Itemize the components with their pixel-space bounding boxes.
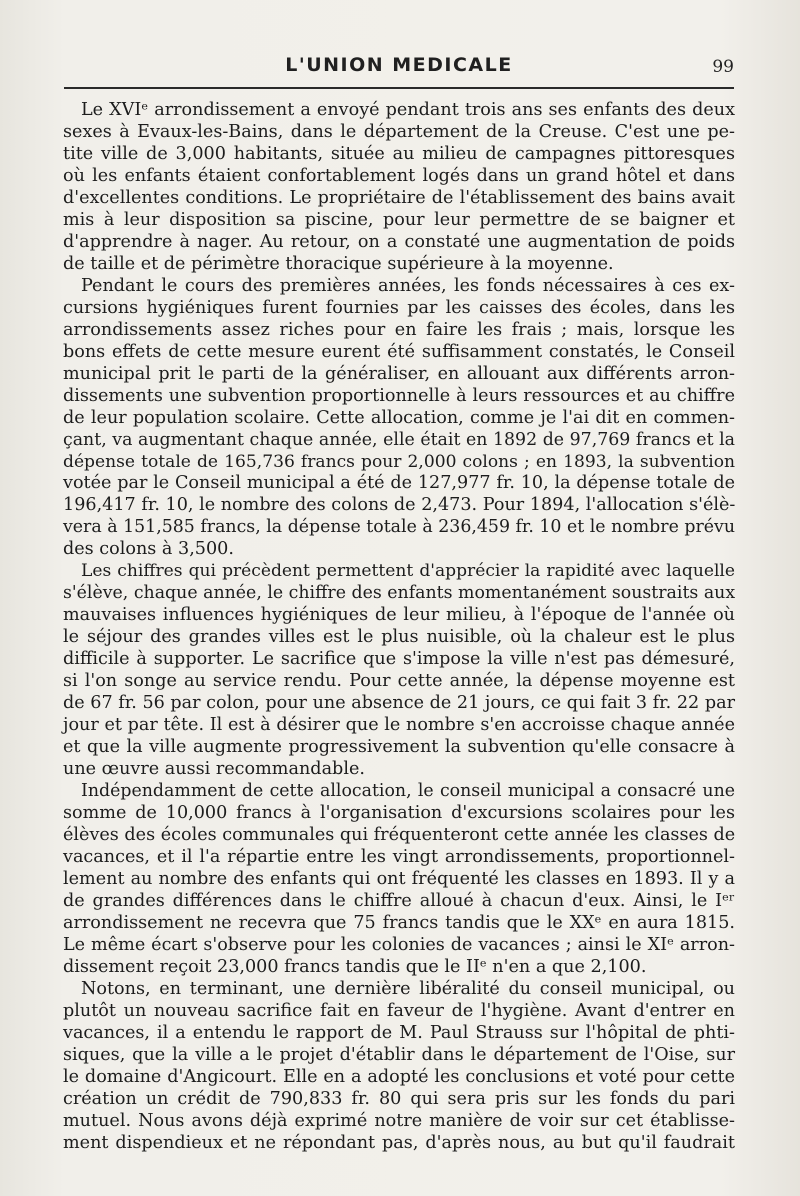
- text-line: municipal prit le parti de la généraliser, en allouant aux différents arron-: [63, 363, 735, 384]
- text-line: de grandes différences dans le chiffre alloué à chacun d'eux. Ainsi, le Iᵉʳ: [63, 890, 735, 911]
- text-line: sexes à Evaux-les-Bains, dans le département de la Creuse. C'est une pe-: [63, 121, 735, 142]
- text-line: Les chiffres qui précèdent permettent d'apprécier la rapidité avec laquelle: [81, 561, 735, 582]
- text-line: de taille et de périmètre thoracique supérieure à la moyenne.: [63, 253, 614, 274]
- text-line: le séjour des grandes villes est le plus nuisible, où la chaleur est le plus: [63, 627, 735, 648]
- text-line: d'excellentes conditions. Le propriétaire de l'établissement des bains avait: [63, 187, 735, 208]
- paragraph-4: [63, 781, 735, 979]
- text-line: une œuvre aussi recommandable.: [63, 759, 365, 780]
- text-line: jour et par tête. Il est à désirer que le nombre s'en accroisse chaque année: [63, 715, 735, 736]
- text-line: arrondissement ne recevra que 75 francs tandis que le XXᵉ en aura 1815.: [63, 912, 735, 933]
- text-line: ment dispendieux et ne répondant pas, d'après nous, au but qu'il faudrait: [63, 1132, 735, 1153]
- paragraph-5: [63, 979, 735, 1155]
- text-line: de 67 fr. 56 par colon, pour une absence de 21 jours, ce qui fait 3 fr. 22 par: [63, 693, 735, 714]
- text-line: vacances, et il l'a répartie entre les vingt arrondissements, proportionnel-: [63, 846, 735, 867]
- text-line: vacances, il a entendu le rapport de M. Paul Strauss sur l'hôpital de phti-: [63, 1022, 735, 1043]
- text-line: arrondissements assez riches pour en faire les frais ; mais, lorsque les: [63, 319, 735, 340]
- text-line: siques, que la ville a le projet d'établir dans le département de l'Oise, sur: [63, 1044, 735, 1065]
- text-line: élèves des écoles communales qui fréquenteront cette année les classes de: [63, 824, 736, 845]
- header-rule: [64, 87, 734, 89]
- paragraph-2: [63, 276, 735, 562]
- text-line: cursions hygiéniques furent fournies par les caisses des écoles, dans les: [63, 297, 735, 318]
- paragraph-1: [63, 100, 735, 276]
- text-line: mis à leur disposition sa piscine, pour leur permettre de se baigner et: [63, 209, 735, 230]
- text-line: somme de 10,000 francs à l'organisation d'excursions scolaires pour les: [63, 803, 735, 823]
- text-line: Indépendamment de cette allocation, le conseil municipal a consacré une: [81, 781, 735, 802]
- text-line: si l'on songe au service rendu. Pour cette année, la dépense moyenne est: [63, 671, 735, 692]
- text-line: mutuel. Nous avons déjà exprimé notre manière de voir sur cet établisse-: [63, 1110, 735, 1131]
- text-line: d'apprendre à nager. Au retour, on a constaté une augmentation de poids: [63, 231, 735, 252]
- text-line: difficile à supporter. Le sacrifice que s'impose la ville n'est pas démesuré,: [63, 649, 735, 670]
- text-line: çant, va augmentant chaque année, elle était en 1892 de 97,769 francs et la: [63, 429, 735, 450]
- article-body: [63, 100, 735, 1155]
- text-line: dissements une subvention proportionnelle à leurs ressources et au chiffre: [63, 385, 735, 406]
- text-line: vera à 151,585 francs, la dépense totale à 236,459 fr. 10 et le nombre prévu: [63, 517, 735, 538]
- text-line: votée par le Conseil municipal a été de 127,977 fr. 10, la dépense totale de: [63, 473, 735, 494]
- paragraph-3: [63, 561, 735, 781]
- text-line: de leur population scolaire. Cette allocation, comme je l'ai dit en commen-: [63, 407, 735, 428]
- text-line: dépense totale de 165,736 francs pour 2,000 colons ; en 1893, la subvention: [63, 451, 735, 472]
- text-line: Le même écart s'observe pour les colonies de vacances ; ainsi le XIᵉ arron-: [63, 934, 735, 955]
- text-line: 196,417 fr. 10, le nombre des colons de 2,473. Pour 1894, l'allocation s'élè-: [63, 495, 736, 516]
- page-header: [64, 50, 734, 86]
- text-line: lement au nombre des enfants qui ont fréquenté les classes en 1893. Il y a: [63, 868, 735, 889]
- text-line: des colons à 3,500.: [63, 539, 234, 560]
- text-line: Notons, en terminant, une dernière libéralité du conseil municipal, ou: [81, 978, 735, 999]
- text-line: Le XVIᵉ arrondissement a envoyé pendant trois ans ses enfants des deux: [81, 100, 735, 120]
- text-line: dissement reçoit 23,000 francs tandis que le IIᵉ n'en a que 2,100.: [63, 956, 647, 977]
- text-line: et que la ville augmente progressivement la subvention qu'elle consacre à: [63, 737, 735, 758]
- text-line: bons effets de cette mesure eurent été suffisamment constatés, le Conseil: [63, 341, 735, 362]
- text-line: plutôt un nouveau sacrifice fait en faveur de l'hygiène. Avant d'entrer en: [63, 1000, 735, 1021]
- text-line: tite ville de 3,000 habitants, située au milieu de campagnes pittoresques: [63, 143, 735, 164]
- text-line: Pendant le cours des premières années, les fonds nécessaires à ces ex-: [81, 275, 735, 296]
- text-line: création un crédit de 790,833 fr. 80 qui sera pris sur les fonds du pari: [63, 1088, 735, 1109]
- text-line: le domaine d'Angicourt. Elle en a adopté les conclusions et voté pour cette: [63, 1066, 735, 1087]
- text-line: s'élève, chaque année, le chiffre des enfants momentanément soustraits aux: [63, 583, 736, 604]
- page-number: 99: [712, 57, 734, 77]
- running-title: L'UNION MEDICALE: [285, 54, 513, 76]
- text-line: où les enfants étaient confortablement logés dans un grand hôtel et dans: [63, 165, 735, 186]
- text-line: mauvaises influences hygiéniques de leur milieu, à l'époque de l'année où: [63, 605, 735, 626]
